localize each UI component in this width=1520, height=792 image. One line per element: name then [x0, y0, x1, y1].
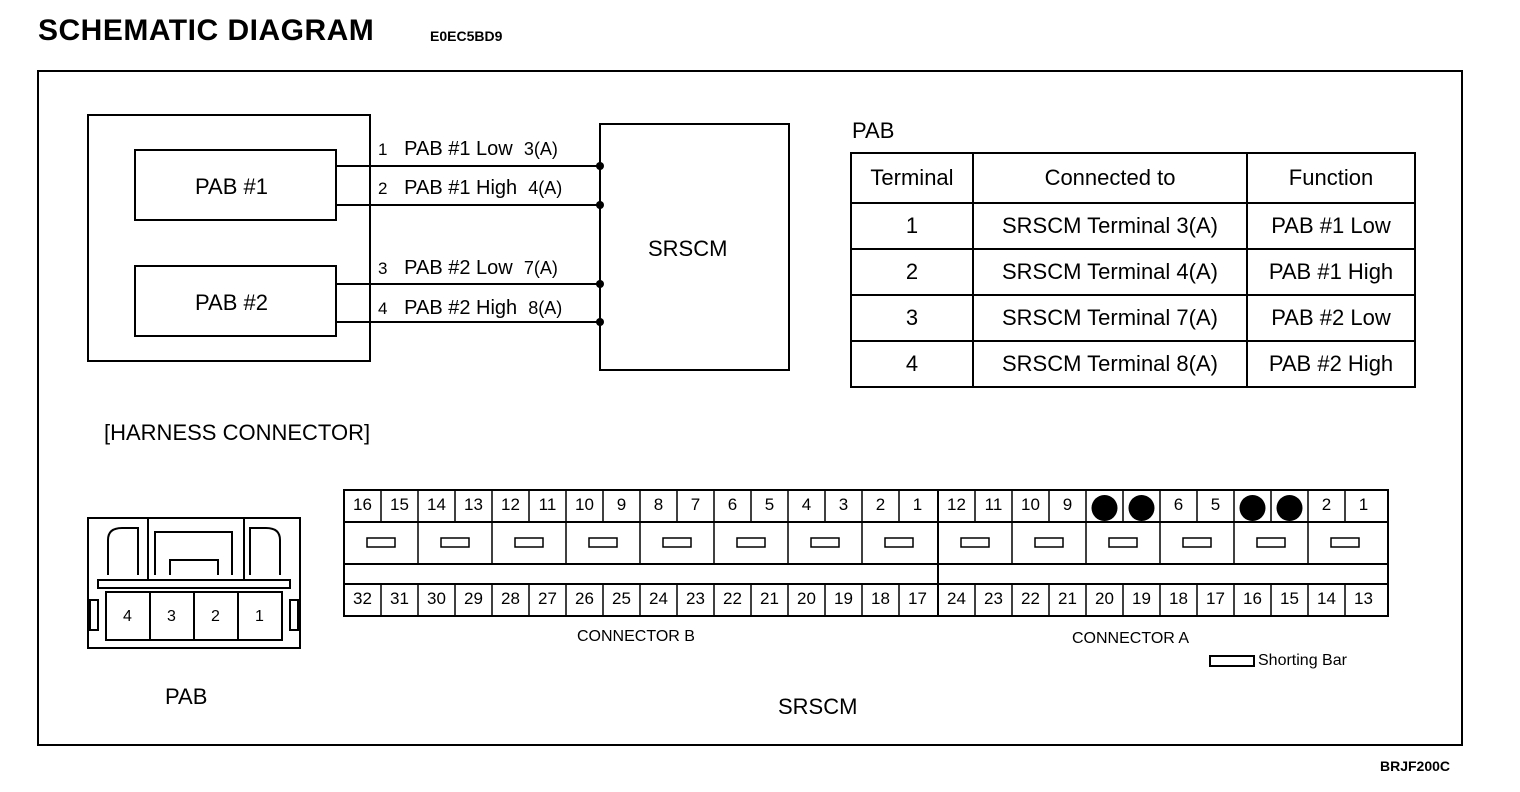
connector-pin-number: 19 [834, 589, 853, 608]
table-cell: 3 [851, 295, 973, 341]
connector-pin-number: 17 [1206, 589, 1225, 608]
connector-pin-number: 4 [801, 495, 812, 514]
connector-pin-number: 13 [1354, 589, 1373, 608]
connector-pin-number: 5 [764, 495, 775, 514]
filled-terminal-dot [1129, 495, 1155, 521]
connector-pin-number: 22 [723, 589, 742, 608]
connector-pin-number: 1 [1358, 495, 1369, 514]
terminal-dot [596, 318, 604, 326]
table-cell: SRSCM Terminal 4(A) [973, 249, 1247, 295]
wire-label-4: 4 PAB #2 High 8(A) [378, 297, 563, 319]
connector-pin-number: 3 [838, 495, 849, 514]
shorting-bar-slot [1109, 538, 1137, 547]
connector-pin-number: 27 [538, 589, 557, 608]
connector-pin-number: 1 [912, 495, 923, 514]
table-cell: PAB #2 High [1247, 341, 1415, 387]
connector-pin-number: 24 [947, 589, 966, 608]
table-row [851, 341, 1415, 387]
connector-pin-number: 28 [501, 589, 520, 608]
connector-pin-number: 24 [649, 589, 668, 608]
connector-pin-number: 25 [612, 589, 631, 608]
connector-pin-number: 21 [1058, 589, 1077, 608]
terminal-dot [596, 162, 604, 170]
shorting-bar-slot [663, 538, 691, 547]
connector-pin-number: 6 [1173, 495, 1184, 514]
shorting-bar-legend-icon [1210, 656, 1254, 666]
document-code: E0EC5BD9 [430, 28, 503, 44]
shorting-bar-slot [885, 538, 913, 547]
pab-pin-label: 1 [255, 608, 264, 625]
connector-pin-number: 10 [575, 495, 594, 514]
pab2-label: PAB #2 [195, 290, 268, 315]
shorting-bar-slot [515, 538, 543, 547]
shorting-bar-slot [811, 538, 839, 547]
table-cell: PAB #2 Low [1247, 295, 1415, 341]
table-cell: PAB #1 High [1247, 249, 1415, 295]
connector-pin-number: 31 [390, 589, 409, 608]
table-header-cell: Function [1247, 153, 1415, 203]
connector-pin-number: 20 [1095, 589, 1114, 608]
shorting-bar-legend-label: Shorting Bar [1258, 652, 1347, 669]
shorting-bar-slot [441, 538, 469, 547]
connector-pin-number: 9 [1062, 495, 1073, 514]
table-cell: 4 [851, 341, 973, 387]
connector-pin-number: 21 [760, 589, 779, 608]
table-cell: PAB #1 Low [1247, 203, 1415, 249]
figure-id: BRJF200C [1380, 758, 1451, 774]
table-cell: SRSCM Terminal 8(A) [973, 341, 1247, 387]
table-row [851, 203, 1415, 249]
connector-pin-number: 18 [871, 589, 890, 608]
connector-pin-number: 17 [908, 589, 927, 608]
connector-pin-number: 2 [1321, 495, 1332, 514]
connector-pin-number: 19 [1132, 589, 1151, 608]
connector-pin-number: 23 [984, 589, 1003, 608]
connector-pin-number: 5 [1210, 495, 1221, 514]
shorting-bar-slot [1183, 538, 1211, 547]
connector-pin-number: 14 [1317, 589, 1336, 608]
connector-pin-number: 30 [427, 589, 446, 608]
srscm-connector-label: SRSCM [778, 694, 858, 719]
connector-pin-number: 13 [464, 495, 483, 514]
wire-label-3: 3 PAB #2 Low 7(A) [378, 257, 558, 279]
connector-pin-number: 22 [1021, 589, 1040, 608]
connector-pin-number: 15 [1280, 589, 1299, 608]
table-row [851, 295, 1415, 341]
connector-pin-number: 12 [501, 495, 520, 514]
connector-pin-number: 32 [353, 589, 372, 608]
connector-pin-number: 6 [727, 495, 738, 514]
connector-pin-number: 12 [947, 495, 966, 514]
shorting-bar-slot [737, 538, 765, 547]
connector-pin-number: 2 [875, 495, 886, 514]
filled-terminal-dot [1277, 495, 1303, 521]
pab-connector-label: PAB [165, 684, 208, 709]
connector-pin-number: 9 [616, 495, 627, 514]
connector-pin-number: 18 [1169, 589, 1188, 608]
shorting-bar-slot [367, 538, 395, 547]
connector-pin-number: 15 [390, 495, 409, 514]
connector-pin-number: 16 [1243, 589, 1262, 608]
connector-pin-number: 14 [427, 495, 446, 514]
table-cell: SRSCM Terminal 3(A) [973, 203, 1247, 249]
pab1-label: PAB #1 [195, 174, 268, 199]
connector-pin-number: 8 [653, 495, 664, 514]
pab-terminal-table [850, 152, 1416, 388]
harness-connector-title: [HARNESS CONNECTOR] [104, 420, 371, 445]
shorting-bar-slot [1035, 538, 1063, 547]
table-header-cell: Connected to [973, 153, 1247, 203]
connector-pin-number: 16 [353, 495, 372, 514]
pab-pin-label: 4 [123, 608, 132, 625]
table-header-cell: Terminal [851, 153, 973, 203]
filled-terminal-dot [1240, 495, 1266, 521]
connector-pin-number: 10 [1021, 495, 1040, 514]
shorting-bar-slot [961, 538, 989, 547]
connector-pin-number: 20 [797, 589, 816, 608]
connector-pin-number: 11 [538, 495, 557, 514]
connector-a-label: CONNECTOR A [1072, 630, 1190, 647]
shorting-bar-slot [1257, 538, 1285, 547]
filled-terminal-dot [1092, 495, 1118, 521]
shorting-bar-slot [1331, 538, 1359, 547]
connector-pin-number: 29 [464, 589, 483, 608]
table-cell: 1 [851, 203, 973, 249]
connector-b-label: CONNECTOR B [577, 628, 695, 645]
pab-pin-label: 2 [211, 608, 220, 625]
terminal-dot [596, 280, 604, 288]
table-cell: 2 [851, 249, 973, 295]
table-header-row [851, 153, 1415, 203]
srscm-label: SRSCM [648, 236, 728, 261]
pab-table-title: PAB [852, 118, 895, 143]
connector-pin-number: 23 [686, 589, 705, 608]
connector-pin-number: 26 [575, 589, 594, 608]
wire-label-2: 2 PAB #1 High 4(A) [378, 177, 563, 199]
wire-label-1: 1 PAB #1 Low 3(A) [378, 138, 558, 160]
table-row [851, 249, 1415, 295]
terminal-dot [596, 201, 604, 209]
connector-pin-number: 7 [690, 495, 701, 514]
pab-pin-label: 3 [167, 608, 176, 625]
shorting-bar-slot [589, 538, 617, 547]
pab-connector [88, 518, 300, 648]
table-cell: SRSCM Terminal 7(A) [973, 295, 1247, 341]
connector-pin-number: 11 [984, 495, 1003, 514]
page-title: SCHEMATIC DIAGRAM [38, 14, 375, 47]
pab-housing [88, 115, 370, 361]
